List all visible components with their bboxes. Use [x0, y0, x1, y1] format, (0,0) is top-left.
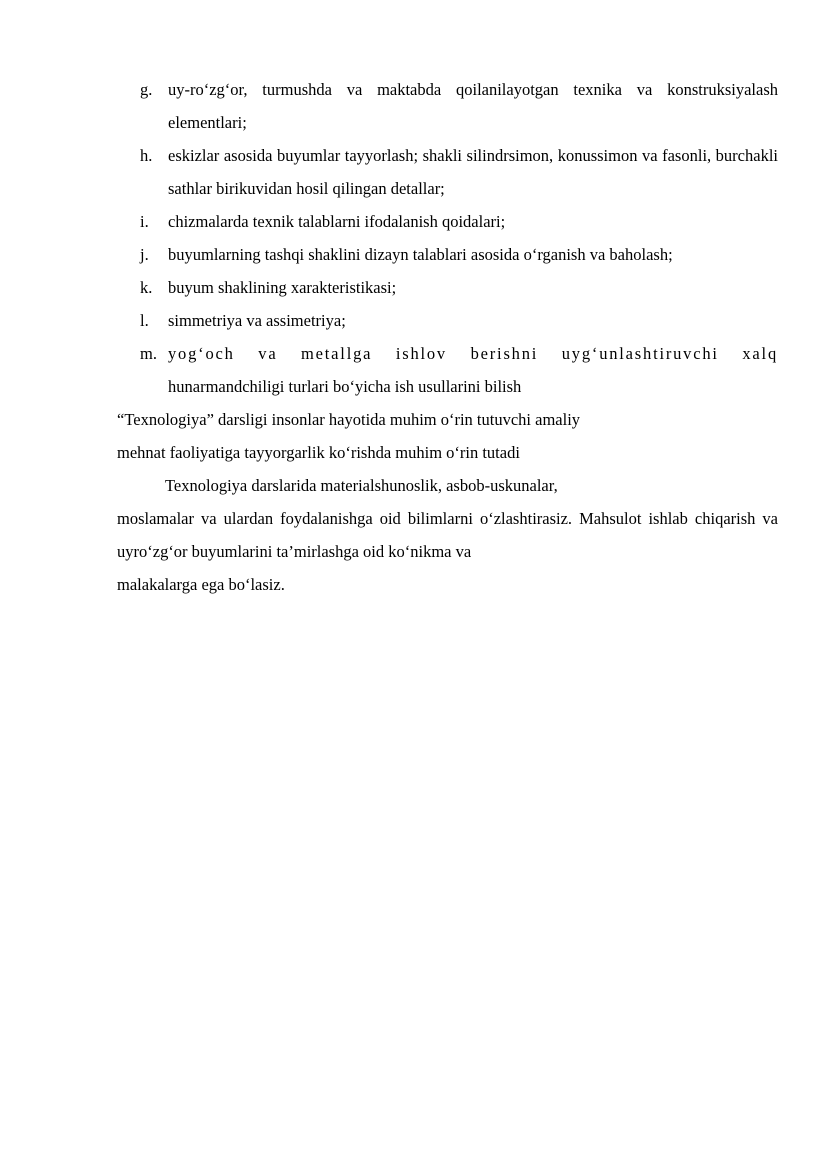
list-item: [140, 271, 778, 304]
list-item-text: uy-ro‘zg‘or, turmushda va maktabda qoilanilayotgan texnika va konstruksiyalash elementlari;: [168, 80, 778, 132]
list-marker: i.: [140, 212, 149, 231]
paragraph-line-1: Texnologiya darslarida materialshunoslik, asbob-uskunalar,: [165, 476, 558, 495]
list-marker: h.: [140, 146, 153, 165]
list-item: [140, 337, 778, 403]
list-marker: j.: [140, 245, 149, 264]
objectives-list: [140, 73, 778, 403]
intro-line-1: “Texnologiya” darsligi insonlar hayotida muhim o‘rin tutuvchi amaliy: [117, 410, 581, 429]
list-item-text: buyum shaklining xarakteristikasi;: [168, 278, 397, 297]
list-item: [140, 238, 778, 271]
paragraph-line-2: moslamalar va ulardan foydalanishga oid bilimlarni o‘zlashtirasiz. Mahsulot ishlab chiqarish va uyro‘zg‘or buyumlarini ta’mirlashga oid ko‘nikma va: [117, 509, 778, 561]
paragraph-line-3: malakalarga ega bo‘lasiz.: [117, 575, 285, 594]
list-marker: g.: [140, 80, 153, 99]
list-item-text: yog‘och va metallga ishlov berishni uyg‘unlashtiruvchi xalq: [168, 344, 778, 363]
list-marker: l.: [140, 311, 149, 330]
intro-line-2: mehnat faoliyatiga tayyorgarlik ko‘rishda muhim o‘rin tutadi: [117, 443, 520, 462]
body-paragraph-continued: [117, 502, 778, 568]
list-item-text: simmetriya va assimetriya;: [168, 311, 346, 330]
list-item-text: buyumlarning tashqi shaklini dizayn talablari asosida o‘rganish va baholash;: [168, 245, 673, 264]
list-marker: k.: [140, 278, 153, 297]
list-item: [140, 73, 778, 139]
list-marker: m.: [140, 344, 157, 363]
list-item-text: eskizlar asosida buyumlar tayyorlash; shakli silindrsimon, konussimon va fasonli, burchakli sathlar birikuvidan hosil qilingan detallar;: [168, 146, 778, 198]
list-item: [140, 139, 778, 205]
list-item: [140, 304, 778, 337]
list-item-text-continued: hunarmandchiligi turlari bo‘yicha ish usullarini bilish: [168, 377, 522, 396]
list-item-text: chizmalarda texnik talablarni ifodalanish qoidalari;: [168, 212, 506, 231]
body-paragraph: [117, 469, 778, 502]
list-item: [140, 205, 778, 238]
